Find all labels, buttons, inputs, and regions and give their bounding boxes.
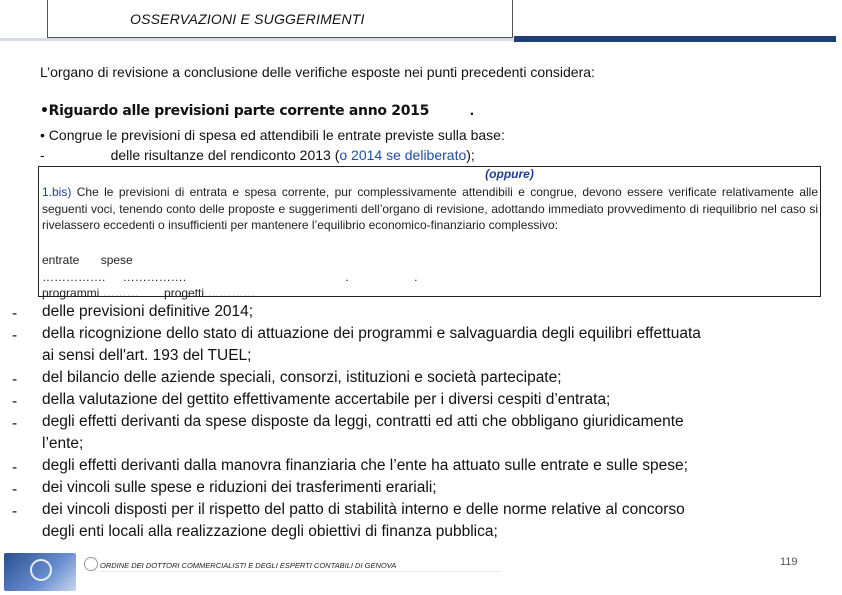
- footer-rule: [100, 571, 500, 572]
- list-item-continuation: ai sensi dell'art. 193 del TUEL;: [42, 347, 252, 364]
- callout-body: [42, 184, 818, 234]
- intro-paragraph: L’organo di revisione a conclusione delle verifiche esposte nei punti precedenti considera:: [40, 64, 595, 80]
- section-heading-text: •Riguardo alle previsioni parte corrente anno 2015: [40, 103, 430, 119]
- list-dash: -: [12, 481, 18, 498]
- list-dash: -: [12, 327, 18, 344]
- callout-entrate-row: [42, 253, 133, 267]
- rendiconto-note: o 2014 se deliberato: [339, 147, 467, 163]
- spese-label: spese: [100, 253, 133, 267]
- callout-text: Che le previsioni di entrata e spesa corrente, pur complessivamente attendibili e congrue, devono essere verificate relativamente alle seguenti voci, tenendo conto delle proposte e suggerimenti dell’organo di revisione, adottando immediato provvedimento di riequilibrio nel caso si rivelassero eccedenti o insufficienti per mantenere l’equilibrio economico-finanziario complessivo:: [42, 185, 818, 232]
- list-dash: -: [12, 503, 18, 520]
- list-dash: -: [12, 393, 18, 410]
- list-item: delle previsioni definitive 2014;: [42, 303, 254, 320]
- list-dash: -: [12, 305, 18, 322]
- programmi-label: programmi ………: [42, 286, 139, 300]
- list-item: del bilancio delle aziende speciali, consorzi, istituzioni e società partecipate;: [42, 369, 562, 386]
- page-title: OSSERVAZIONI E SUGGERIMENTI: [130, 11, 365, 27]
- list-dash: -: [12, 459, 18, 476]
- progetti-label: progetti …………: [164, 286, 256, 300]
- seal-icon: [84, 557, 98, 571]
- list-item: degli effetti derivanti dalla manovra finanziaria che l’ente ha attuato sulle entrate e sulle spese;: [42, 457, 688, 474]
- callout-dots-row: [42, 270, 417, 284]
- list-item: della ricognizione dello stato di attuazione dei programmi e salvaguardia degli equilibri effettuata: [42, 325, 701, 342]
- dot-mark-d: .: [414, 270, 418, 284]
- header-rule-light: [0, 38, 514, 41]
- list-item-continuation: degli enti locali alla realizzazione degli obiettivi di finanza pubblica;: [42, 523, 498, 540]
- heading-dot: .: [469, 104, 474, 118]
- logo-emblem-icon: [30, 559, 52, 581]
- footer-organization: ORDINE DEI DOTTORI COMMERCIALISTI E DEGLI ESPERTI CONTABILI DI GENOVA: [100, 561, 397, 570]
- list-item: dei vincoli sulle spese e riduzioni dei trasferimenti erariali;: [42, 479, 437, 496]
- header-rule-dark: [514, 36, 836, 42]
- rendiconto-end: );: [466, 147, 475, 163]
- page-number: 119: [780, 556, 798, 568]
- dot-mark-c: .: [345, 270, 349, 284]
- rendiconto-line: [40, 147, 475, 163]
- congrue-line: • Congrue le previsioni di spesa ed attendibili le entrate previste sulla base:: [40, 127, 505, 143]
- callout-programmi-row: [42, 286, 255, 300]
- section-heading: [40, 103, 474, 119]
- list-dash: -: [12, 415, 18, 432]
- callout-lead: 1.bis): [42, 185, 72, 199]
- list-item: dei vincoli disposti per il rispetto del patto di stabilità interno e delle norme relative al concorso: [42, 501, 685, 518]
- list-item: della valutazione del gettito effettivamente accertabile per i diversi cespiti d’entrata;: [42, 391, 611, 408]
- list-item: degli effetti derivanti da spese disposte da leggi, contratti ed atti che obbligano giuridicamente: [42, 413, 684, 430]
- list-dash: -: [12, 371, 18, 388]
- entrate-label: entrate: [42, 253, 80, 267]
- callout-title: (oppure): [485, 167, 534, 181]
- entrate-dots: …………….: [42, 270, 106, 284]
- spese-dots: …………….: [122, 270, 187, 284]
- list-item-continuation: l’ente;: [42, 435, 84, 452]
- oppure-callout-box: [38, 166, 821, 300]
- rendiconto-dash: -: [40, 147, 45, 163]
- rendiconto-text: delle risultanze del rendiconto 2013 (: [110, 147, 340, 163]
- organization-logo: [4, 553, 76, 591]
